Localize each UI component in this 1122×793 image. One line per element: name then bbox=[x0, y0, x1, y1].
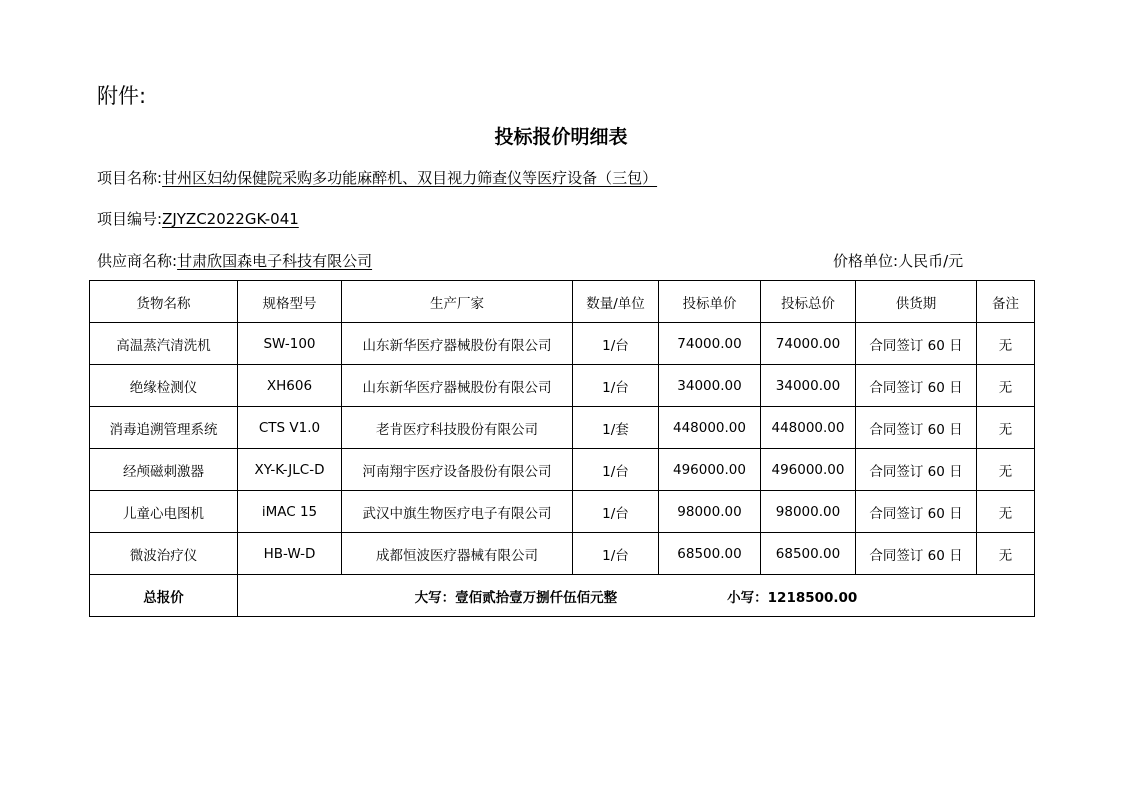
header-delivery: 供货期 bbox=[856, 281, 977, 323]
cell-goods-name: 消毒追溯管理系统 bbox=[90, 407, 238, 449]
cell-remark: 无 bbox=[977, 323, 1035, 365]
project-name-value: 甘州区妇幼保健院采购多功能麻醉机、双目视力筛查仪等医疗设备（三包） bbox=[162, 169, 658, 187]
cell-unit-price: 448000.00 bbox=[659, 407, 761, 449]
total-label: 总报价 bbox=[90, 575, 238, 617]
price-unit-line bbox=[833, 250, 963, 271]
cell-total-price: 34000.00 bbox=[761, 365, 856, 407]
cell-manufacturer: 武汉中旗生物医疗电子有限公司 bbox=[342, 491, 573, 533]
cell-total-price: 74000.00 bbox=[761, 323, 856, 365]
table-header-row bbox=[90, 281, 1035, 323]
cell-manufacturer: 老肯医疗科技股份有限公司 bbox=[342, 407, 573, 449]
supplier-label: 供应商名称: bbox=[97, 252, 178, 270]
table-row bbox=[90, 449, 1035, 491]
quote-table bbox=[89, 280, 1035, 617]
project-name-line bbox=[97, 167, 657, 188]
cell-unit-price: 34000.00 bbox=[659, 365, 761, 407]
cell-quantity-unit: 1/台 bbox=[573, 491, 659, 533]
cell-remark: 无 bbox=[977, 407, 1035, 449]
project-code-value: ZJYZC2022GK-041 bbox=[162, 210, 299, 228]
cell-goods-name: 儿童心电图机 bbox=[90, 491, 238, 533]
project-name-label: 项目名称: bbox=[97, 169, 163, 187]
cell-unit-price: 74000.00 bbox=[659, 323, 761, 365]
cell-delivery: 合同签订 60 日 bbox=[856, 491, 977, 533]
cell-model: HB-W-D bbox=[238, 533, 342, 575]
cell-quantity-unit: 1/台 bbox=[573, 323, 659, 365]
cell-model: iMAC 15 bbox=[238, 491, 342, 533]
price-unit-value: 人民币/元 bbox=[898, 252, 964, 270]
cell-delivery: 合同签订 60 日 bbox=[856, 407, 977, 449]
table-row bbox=[90, 533, 1035, 575]
table-row bbox=[90, 323, 1035, 365]
project-code-line bbox=[97, 208, 299, 229]
cell-unit-price: 98000.00 bbox=[659, 491, 761, 533]
header-goods-name: 货物名称 bbox=[90, 281, 238, 323]
cell-remark: 无 bbox=[977, 449, 1035, 491]
cell-delivery: 合同签订 60 日 bbox=[856, 533, 977, 575]
header-unit-price: 投标单价 bbox=[659, 281, 761, 323]
cell-delivery: 合同签订 60 日 bbox=[856, 365, 977, 407]
cell-model: CTS V1.0 bbox=[238, 407, 342, 449]
cell-manufacturer: 山东新华医疗器械股份有限公司 bbox=[342, 365, 573, 407]
cell-quantity-unit: 1/台 bbox=[573, 533, 659, 575]
project-code-label: 项目编号: bbox=[97, 210, 163, 228]
cell-remark: 无 bbox=[977, 533, 1035, 575]
header-manufacturer: 生产厂家 bbox=[342, 281, 573, 323]
total-uppercase: 大写：壹佰贰拾壹万捌仟伍佰元整 bbox=[414, 589, 618, 606]
cell-model: SW-100 bbox=[238, 323, 342, 365]
table-row bbox=[90, 407, 1035, 449]
header-quantity-unit: 数量/单位 bbox=[573, 281, 659, 323]
cell-quantity-unit: 1/台 bbox=[573, 449, 659, 491]
cell-manufacturer: 山东新华医疗器械股份有限公司 bbox=[342, 323, 573, 365]
supplier-value: 甘肃欣国森电子科技有限公司 bbox=[177, 252, 373, 270]
cell-manufacturer: 河南翔宇医疗设备股份有限公司 bbox=[342, 449, 573, 491]
cell-goods-name: 高温蒸汽清洗机 bbox=[90, 323, 238, 365]
header-total-price: 投标总价 bbox=[761, 281, 856, 323]
cell-quantity-unit: 1/套 bbox=[573, 407, 659, 449]
price-unit-label: 价格单位: bbox=[833, 252, 899, 270]
table-row bbox=[90, 491, 1035, 533]
supplier-line bbox=[97, 250, 372, 271]
header-model: 规格型号 bbox=[238, 281, 342, 323]
cell-delivery: 合同签订 60 日 bbox=[856, 449, 977, 491]
cell-quantity-unit: 1/台 bbox=[573, 365, 659, 407]
cell-unit-price: 68500.00 bbox=[659, 533, 761, 575]
header-remark: 备注 bbox=[977, 281, 1035, 323]
page-title: 投标报价明细表 bbox=[494, 126, 628, 148]
total-amounts-cell bbox=[238, 575, 1035, 617]
cell-total-price: 448000.00 bbox=[761, 407, 856, 449]
cell-model: XY-K-JLC-D bbox=[238, 449, 342, 491]
cell-remark: 无 bbox=[977, 491, 1035, 533]
cell-goods-name: 绝缘检测仪 bbox=[90, 365, 238, 407]
cell-delivery: 合同签订 60 日 bbox=[856, 323, 977, 365]
cell-total-price: 68500.00 bbox=[761, 533, 856, 575]
cell-total-price: 98000.00 bbox=[761, 491, 856, 533]
cell-remark: 无 bbox=[977, 365, 1035, 407]
attachment-label: 附件: bbox=[97, 84, 147, 108]
cell-total-price: 496000.00 bbox=[761, 449, 856, 491]
table-row bbox=[90, 365, 1035, 407]
cell-goods-name: 微波治疗仪 bbox=[90, 533, 238, 575]
total-lowercase: 小写：1218500.00 bbox=[727, 589, 858, 606]
total-row bbox=[90, 575, 1035, 617]
cell-manufacturer: 成都恒波医疗器械有限公司 bbox=[342, 533, 573, 575]
cell-model: XH606 bbox=[238, 365, 342, 407]
cell-goods-name: 经颅磁刺激器 bbox=[90, 449, 238, 491]
cell-unit-price: 496000.00 bbox=[659, 449, 761, 491]
